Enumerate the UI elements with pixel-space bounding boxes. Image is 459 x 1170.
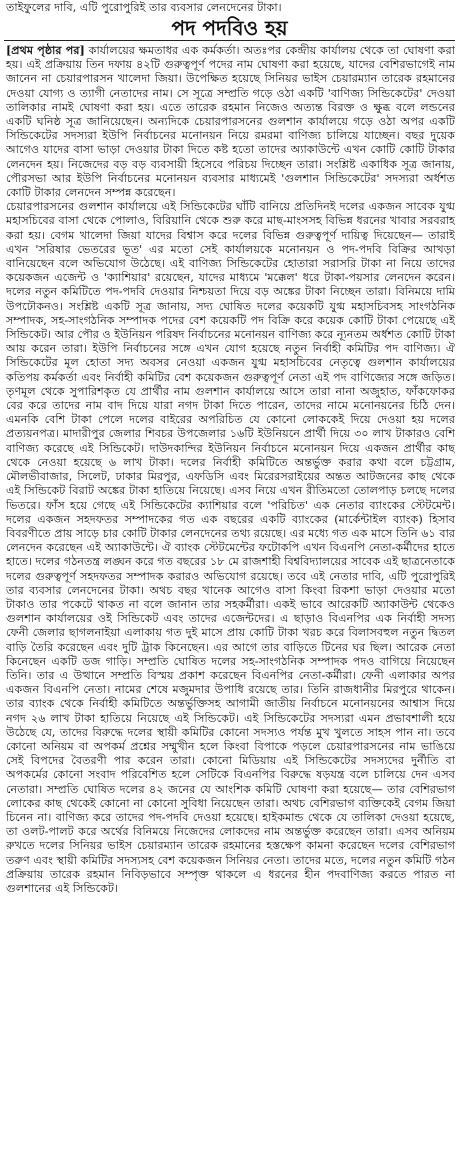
article-headline: পদ পদবিও হয় (171, 16, 288, 40)
continued-from-label: [প্রথম পৃষ্ঠার পর] (6, 43, 85, 57)
article-paragraph-1 (6, 43, 455, 200)
previous-article-last-line: তাইফুলের দাবি, এটি পুরোপুরিই তার ব্যবসার লেনদেনের টাকা। (6, 1, 282, 14)
paragraph-text: কার্যালয়ের ক্ষমতাধর এক কর্মকর্তা। অতঃপর কেন্দ্রীয় কার্যালয় থেকে তা ঘোষণা করা হয়। এই প্রক্রিয়ায় তিন দফায় ৪২টি গুরুত্বপূর্ণ পদের নাম ঘোষণা করা হয়েছে, যাদের বেশিরভাগেই নাম জানেন না চেয়ারপারসন খালেদা জিয়া। উপেক্ষিত হয়েছে সিনিয়র ভাইস চেয়ারম্যান তারেক রহমানের দেওয়া যোগ্য ও ত্যাগী নেতাদের নাম। সে সূত্রে সম্প্রতি গড়ে ওঠা একটি 'বাণিজ্য সিন্ডিকেটের' দেওয়া তালিকার নামই ঘোষণা করা হয়। এতে তারেক রহমান নিজেও অত্যন্ত বিরক্ত ও ক্ষুব্ধ বলে লন্ডনের একটি ঘনিষ্ঠ সূত্র জানিয়েছেন। অন্যদিকে চেয়ারপারসনের গুলশান কার্যালয়ে গড়ে ওঠা অপর একটি সিন্ডিকেটের সদস্যরা ইউপি নির্বাচনের মনোনয়ন নিয়ে রমরমা বাণিজ্য চালিয়ে যাচ্ছেন। বছর দুয়েক আগেও যাদের বাসা ভাড়া দেওয়ার টাকা দিতে কষ্ট হতো তাদের অ্যাকাউন্টে এখন কোটি কোটি টাকার লেনদেন হয়। নিজেদের বড় বড় ব্যবসায়ী হিসেবে পরিচয় দিচ্ছেন তারা। সংশ্লিষ্ট একাধিক সূত্র জানায়, পৌরসভা আর ইউপি নির্বাচনের মনোনয়ন ব্যবসার মাধ্যমেই 'গুলশান সিন্ডিকেটের' সদস্যরা অর্ধশত কোটি টাকার লেনদেন সম্পন্ন করেছেন। (6, 44, 455, 200)
article-paragraph-2: চেয়ারপারসনের গুলশান কার্যালয়ে এই সিন্ডিকেটের ঘাঁটি বানিয়ে প্রতিদিনই দলের একজন সাবেক যুগ্ম মহাসচিবের বাসা থেকে পোলাও, বিরিয়ানি থেকে শুরু করে মাছ-মাংসসহ বিভিন্ন ধরনের খাবার সরবরাহ করা হয়। বেগম খালেদা জিয়া যাদের বিশ্বাস করে দলের বিভিন্ন গুরুত্বপূর্ণ দায়িত্ব দিয়েছেন— তারাই এখন 'সরিষার ভেতরের ভূত' এর মতো সেই কার্যালয়কে মনোনয়ন ও পদ-পদবি বিক্রির আখড়া বানিয়েছেন বলে অভিযোগ উঠেছে। এই বাণিজ্য সিন্ডিকেটের হোতারা সরাসরি টাকা না নিয়ে তাদের কয়েকজন এজেন্ট ও 'ক্যাশিয়ার' রয়েছেন, যাদের মাধ্যমে 'মক্কেল' ধরে টাকা-পয়সার লেনদেন করেন। দলের নতুন কমিটিতে পদ-পদবি দেওয়ার নিশ্চয়তা দিয়ে বড় অঙ্কের টাকা নিচ্ছেন তারা। বিনিময়ে দামি উপঢৌকনও। সংশ্লিষ্ট একটি সূত্র জানায়, সদ্য ঘোষিত দলের কয়েকটি যুগ্ম মহাসচিবসহ সাংগঠনিক সম্পাদক, সহ-সাংগঠনিক সম্পাদক পদের বেশ কয়েকটি পদ বিক্রি করে কয়েক কোটি টাকা পেয়েছে এই সিন্ডিকেট। আর পৌর ও ইউনিয়ন পরিষদ নির্বাচনের মনোনয়ন বাণিজ্য করে ন্যূনতম অর্ধশত কোটি টাকা আয় করেন তারা। ইউপি নির্বাচনের সঙ্গে এখন যোগ হয়েছে নতুন নির্বাহী কমিটির পদ বাণিজ্য। ঐ সিন্ডিকেটের মূল হোতা সদ্য অবসর নেওয়া একজন যুগ্ম মহাসচিবের নেতৃত্বে গুলশান কার্যালয়ের কতিপয় কর্মকর্তা এবং নির্বাহী কমিটির বেশ কয়েকজন গুরুত্বপূর্ণ নেতা এই পদ বাণিজ্যের সঙ্গে জড়িত। তৃণমূল থেকে সুপারিশকৃত যে প্রার্থীর নাম গুলশান কার্যালয়ে আসে তারা নানা অজুহাত, ফাঁকফোকর বের করে তাদের নাম বাদ দিয়ে যারা নগদ টাকা দিতে পারেন, তাদের নামে মনোনয়নের চিঠি দেন। এমনকি বেশি টাকা পেলে দলের বাইরের অপরিচিত যে কোনো লোককেই দিয়ে দেওয়া হয় দলের প্রত্যয়নপত্র। মাদারীপুর জেলার শিবচর উপজেলার ১৬টি ইউনিয়নে প্রার্থী দিয়ে ৩০ লাখ টাকারও বেশি বাণিজ্য করেছে এই সিন্ডিকেট। দাউদকান্দির ইউনিয়ন নির্বাচনে মনোনয়ন দিয়ে একজন প্রার্থীর কাছ থেকে নেওয়া হয়েছে ৬ লাখ টাকা। দলের নির্বাহী কমিটিতে অন্তর্ভুক্ত করার কথা বলে চট্টগ্রাম, মৌলভীবাজার, সিলেট, ঢাকার মিরপুর, এফডিসি এবং মিরেরসরাইয়ের অন্তত আটজনের কাছ থেকে এই সিন্ডিকেট বিরাট অঙ্কের টাকা হাতিয়ে নিয়েছে। এসব নিয়ে এখন রীতিমতো তোলপাড় চলছে দলের ভিতরে। ফাঁস হয়ে গেছে এই সিন্ডিকেটের ক্যাশিয়ার বলে 'পরিচিত' এক নেতার ব্যাংকের স্টেটমেন্ট। দলের একজন সহদফতর সম্পাদকের গত এক বছরের একটি ব্যাংকের (মার্কেন্টাইল ব্যাংক) হিসাব বিবরণীতে প্রায় সাড়ে চার কোটি টাকার লেনদেনের তথ্য রয়েছে। এর মধ্যে গত এক মাসে তিনি ৬১ বার লেনদেন করেছেন এই অ্যাকাউন্টে। ঐ ব্যাংক স্টেটমেন্টের ফটোকপি এখন বিএনপি নেতা-কর্মীদের হাতে হাতে। দলের গঠনতন্ত্র লঙ্ঘন করে গত বছরের ১৮ মে রাজশাহী বিশ্ববিদ্যালয়ের সাবেক এই ছাত্রনেতাকে দলের গুরুত্বপূর্ণ সহদফতর সম্পাদক করারও অভিযোগ রয়েছে। তবে এই নেতার দাবি, এটি পুরোপুরিই তার ব্যবসার লেনদেনের টাকা। অথচ বছর খানেক আগেও বাসা কিংবা রিকশা ভাড়া দেওয়ার মতো টাকাও তার পকেটে থাকত না বলে জানান তার সহকর্মীরা। একই ভাবে আরেকটি অ্যাকাউন্ট থেকেও গুলশান কার্যালয়ের ওই সিন্ডিকেট এবং তাদের এজেন্টদের। এ ছাড়াও বিএনপির এক নির্বাহী সদস্য ফেনী জেলার ছাগলনাইয়া এলাকায় গত দুই মাসে প্রায় কোটি টাকা খরচ করে বিলাসবহুল নতুন দ্বিতল বাড়ি তৈরি করেছেন এবং দুটি ট্রাক কিনেছেন। এর আগে তার বাড়িতে টিনের ঘর ছিল। আরেক নেতা কিনেছেন একটি ডজ গাড়ি। সম্প্রতি ঘোষিত দলের সহ-সাংগঠনিক সম্পাদক পদও বাগিয়ে নিয়েছেন তিনি। তার এ উত্থানে সম্প্রতি বিস্ময় প্রকাশ করেছেন বিএনপির নেতা-কর্মীরা। ফেনী এলাকার অপর একজন বিএনপি নেতা। নামের শেষে মজুমদার উপাধি রয়েছে তার। তিনি রাজধানীর মিরপুরে থাকেন। তার ব্যাংক থেকে নির্বাহী কমিটিতে অন্তর্ভুক্তিসহ আগামী জাতীয় নির্বাচনে মনোনয়নের আশ্বাস দিয়ে নগদ ২৬ লাখ টাকা হাতিয়ে নিয়েছে এই সিন্ডিকেট। এই সিন্ডিকেটের সদস্যরা এমন প্রভাবশালী হয়ে উঠেছে যে, তাদের বিরুদ্ধে দলের স্থায়ী কমিটির কোনো সদস্যও পর্যন্ত মুখ খুলতে সাহস পান না। তবে কোনো অনিয়ম বা অপকর্ম প্রশ্নের সম্মুখীন হলে কিংবা বিপাকে পড়লে চেয়ারপারসনের নাম ভাঙিয়ে সেই বিপদের বৈতরণী পার করেন তারা। কোনো মিডিয়ায় এই সিন্ডিকেটের সদস্যদের দুর্নীতি বা অপকর্মের কোনো সংবাদ পরিবেশিত হলে সেটিকে বিএনপির বিরুদ্ধে ষড়যন্ত্র বলে চালিয়ে দেন এসব নেতারা। সম্প্রতি ঘোষিত দলের ৪২ জনের যে আংশিক কমিটি ঘোষণা করা হয়েছে— তার বেশিরভাগ লোকের কাছ থেকেই কোনো না কোনো সুবিধা নিয়েছেন তারা। অথচ বেশিরভাগ ব্যক্তিকেই বেগম জিয়া চিনেন না। বাণিজ্য করে তাদের পদ-পদবি দেওয়া হয়েছে। হাইকমান্ড থেকে যে তালিকা দেওয়া হয়েছে, তা ওলট-পালট করে অর্থের বিনিময়ে নিজেদের লোকদের নাম অন্তর্ভুক্ত করেছেন তারা। এসব অনিয়ম রুখতে দলের সিনিয়র ভাইস চেয়ারম্যান তারেক রহমানের হস্তক্ষেপ কামনা করেছেন দলের বেশিরভাগ তরুণ এবং স্থায়ী কমিটির সদস্যসহ বেশ কয়েকজন সিনিয়র নেতা। তাদের মতে, দলের নতুন কমিটি গঠন প্রক্রিয়ায় তারেক রহমান নিবিড়ভাবে সম্পৃক্ত থাকলে এ ধরনের হীন পদবাণিজ্য করতে পারত না গুলশানের এই সিন্ডিকেট। (6, 200, 455, 895)
headline-divider (4, 40, 455, 41)
article-body (6, 43, 455, 1168)
